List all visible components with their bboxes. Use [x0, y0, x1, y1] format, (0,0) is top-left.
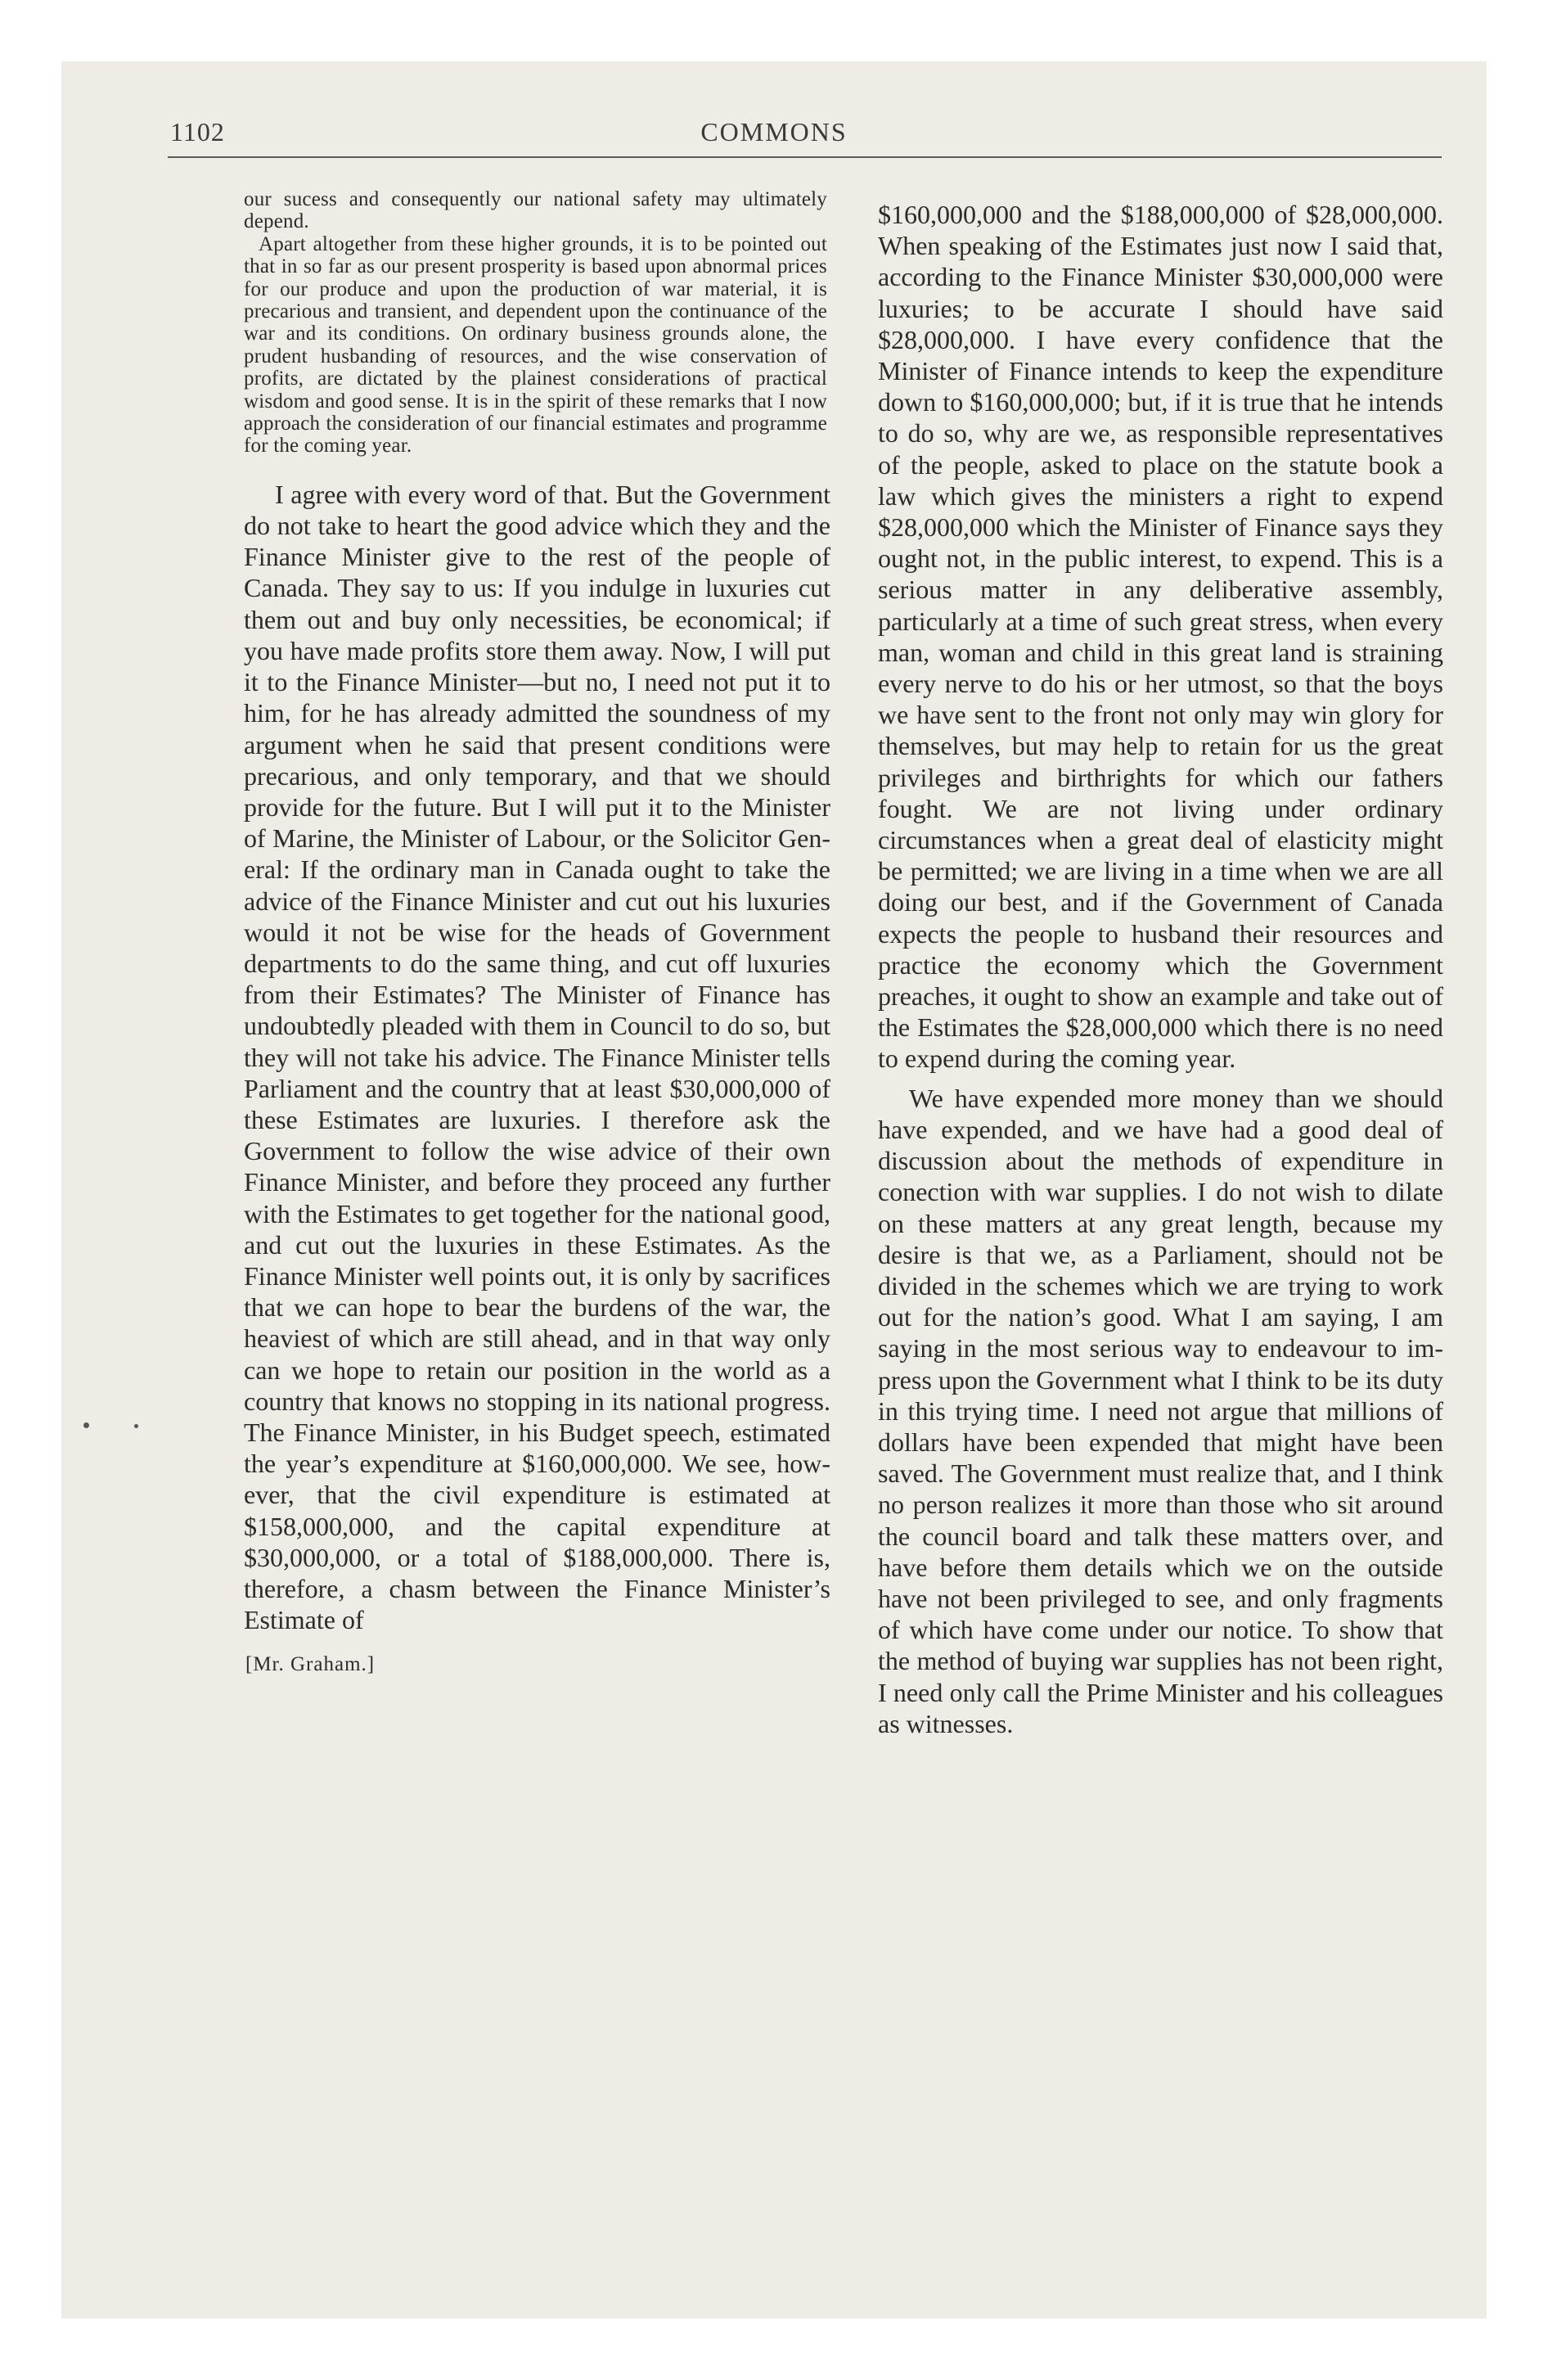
left-column — [182, 188, 837, 1676]
right-column — [817, 199, 1443, 1739]
speaker-tag: [Mr. Graham.] — [245, 1653, 376, 1676]
header-rule — [168, 156, 1442, 158]
body-paragraph: I agree with every word of that. But the Government do not take to heart the good advice which they and the Finance Minister give to the rest of the people of Canada. They say to us: If you indulge in luxuries cut them out and buy only necessities, be economical; if you have made profits store them away. Now, I will put it to the Finance Minister—but no, I need not put it to him, for he has already admitted the soundness of my argument when he said that present conditions were precarious, and only temporary, and that we should provide for the future. But I will put it to the Minister of Marine, the Minister of Labour, or the Solicitor General: If the ordinary man in Canada ought to take the advice of the Finance Minister and cut out his luxuries would it not be wise for the heads of Government departments to do the same thing, and cut off luxuries from their Estimates? The Minister of Finance has undoubtedly pleaded with them in Council to do so, but they will not take his advice. The Finance Minister tells Parliament and the country that at least $30,000,000 of these Estimates are luxuries. I therefore ask the Government to follow the wise advice of their own Finance Minister, and before they proceed any further with the Estimates to get together for the national good, and cut out the luxuries in these Estimates. As the Finance Minister well points out, it is only by sacrifices that we can hope to bear the burdens of the war, the heaviest of which are still ahead, and in that way only can we hope to retain our position in the world as a country that knows no stopping in its national progress. The Finance Minister, in his Budget speech, estimated the year’s expenditure at $160,000,000. We see, however, that the civil expenditure is estimated at $158,000,000, and the capital expenditure at $30,000,000, or a total of $188,000,000. There is, therefore, a chasm between the Finance Minister’s Estimate of — [244, 479, 830, 1635]
quote-paragraph: Apart altogether from these higher grounds, it is to be pointed out that in so far as our present prosperity is based upon abnormal prices for our produce and upon the production of war material, it is precarious and transient, and dependent upon the continuance of the war and its conditions. On ordinary business grounds alone, the prudent husbanding of resources, and the wise conservation of profits, are dictated by the plainest considerations of practical wisdom and good sense. It is in the spirit of these remarks that I now approach the consideration of our financial estimates and programme for the coming year. — [244, 232, 827, 458]
page-number: 1102 — [170, 117, 225, 146]
margin-speck — [134, 1424, 138, 1428]
quote-paragraph: our sucess and consequently our national safety may ultimately depend. — [244, 188, 827, 233]
right-body-text — [817, 199, 1443, 1739]
running-head: COMMONS — [700, 117, 848, 146]
scanned-page — [61, 61, 1487, 2319]
left-body-text — [182, 479, 837, 1636]
quoted-budget-excerpt — [182, 188, 837, 458]
body-paragraph: We have expended more money than we should have expended, and we have had a good deal of discussion about the methods of expenditure in conection with war supplies. I do not wish to dilate on these matters at any great length, because my desire is that we, as a Parliament, should not be divided in the schemes which we are trying to work out for the nation’s good. What I am saying, I am saying in the most serious way to endeavour to impress upon the Government what I think to be its duty in this trying time. I need not argue that millions of dollars have been expended that might have been saved. The Government must realize that, and I think no person realizes it more than those who sit around the council board and talk these matters over, and have before them details which we on the outside have not been privileged to see, and only fragments of which have come under our notice. To show that the method of buying war supplies has not been right, I need only call the Prime Minister and his colleagues as witnesses. — [878, 1083, 1443, 1738]
page-header — [61, 117, 1487, 158]
body-paragraph: $160,000,000 and the $188,000,000 of $28,000,000. When speaking of the Estimates just now I said that, according to the Finance Minister $30,000,000 were luxuries; to be accurate I should have said $28,000,000. I have every confidence that the Minister of Finance intends to keep the expenditure down to $160,000,000; but, if it is true that he intends to do so, why are we, as responsible representatives of the people, asked to place on the statute book a law which gives the ministers a right to expend $28,000,000 which the Minister of Finance says they ought not, in the public interest, to expend. This is a serious matter in any deliberative assembly, particularly at a time of such great stress, when every man, woman and child in this great land is straining every nerve to do his or her utmost, so that the boys we have sent to the front not only may win glory for themselves, but may help to retain for us the great privileges and birthrights for which our fathers fought. We are not living under ordinary circumstances when a great deal of elasticity might be permitted; we are living in a time when we are all doing our best, and if the Government of Canada expects the people to husband their resources and practice the economy which the Government preaches, it ought to show an example and take out of the Estimates the $28,000,000 which there is no need to expend during the coming year. — [878, 200, 1443, 1074]
margin-speck — [83, 1422, 89, 1428]
